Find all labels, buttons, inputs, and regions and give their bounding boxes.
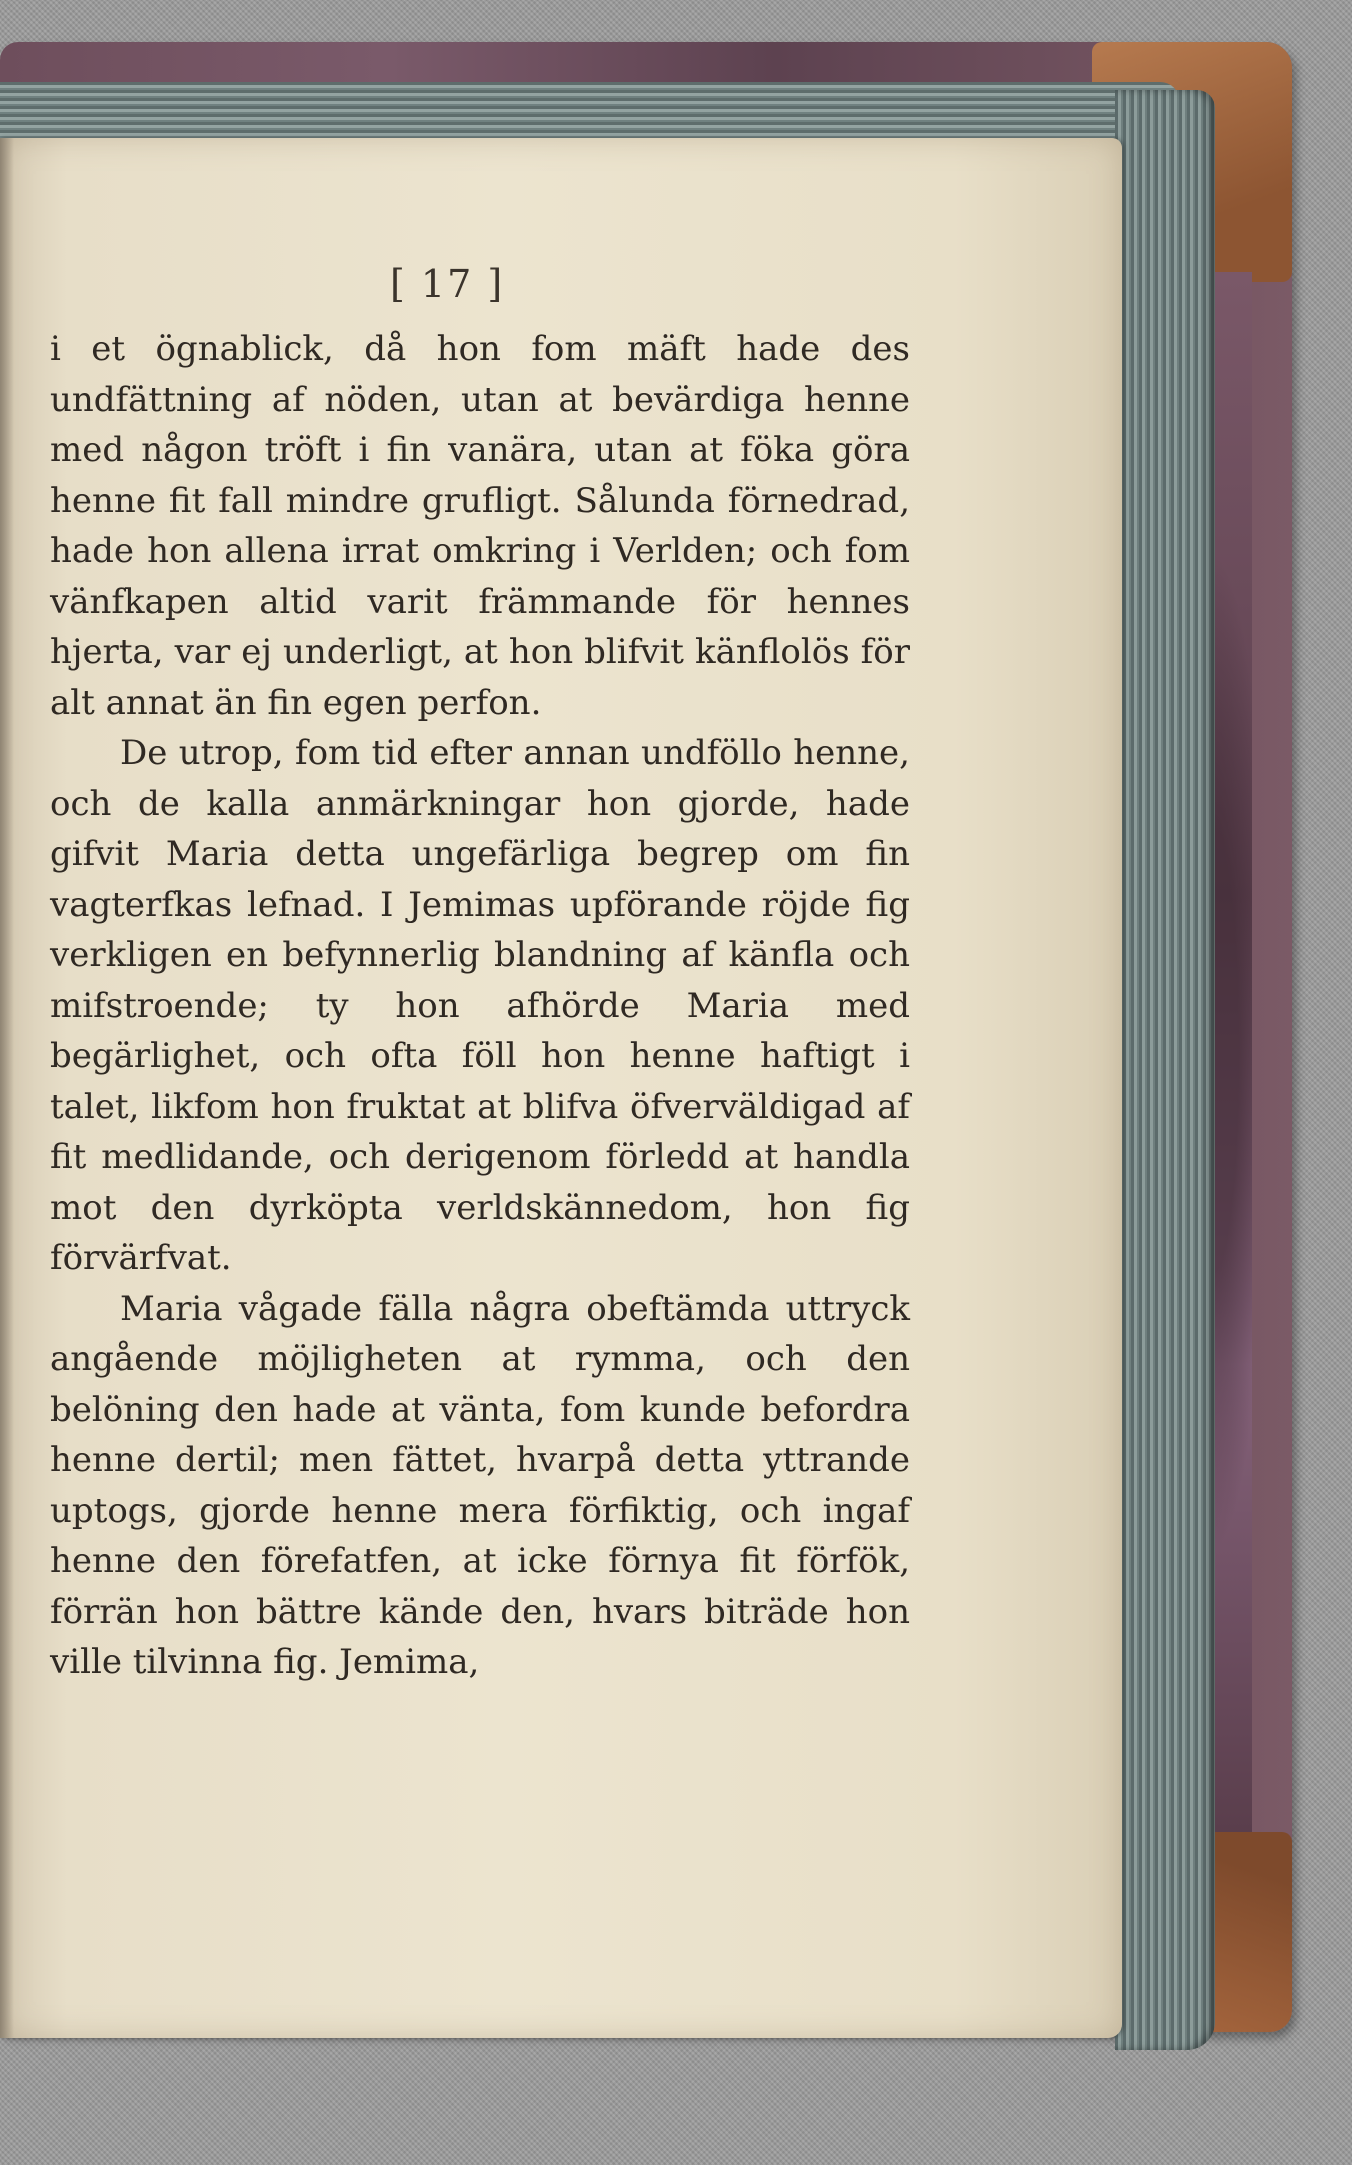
book-page: [0, 138, 1122, 2038]
page-text: [50, 324, 910, 1688]
page-block-fore-edge: [1115, 90, 1215, 2050]
paragraph-2: De utrop, fom tid efter annan undföllo henne, och de kalla anmärkningar hon gjorde, hade gifvit Maria detta ungefärliga begrep om fin vagterfkas lefnad. I Jemimas upförande röjde fig verkligen en befynnerlig blandning af känfla och mifstroende; ty hon afhörde Maria med begärlighet, och ofta föll hon henne haftigt i talet, likfom hon fruktat at blifva öfverväldigad af fit medlidande, och derigenom förledd at handla mot den dyrköpta verldskännedom, hon fig förvärfvat.: [50, 733, 910, 1278]
paragraph-1: i et ögnablick, då hon fom mäft hade des undfättning af nöden, utan at bevärdiga henne med någon tröft i fin vanära, utan at föka göra henne fit fall mindre grufligt. Sålunda förnedrad, hade hon allena irrat omkring i Verlden; och fom vänfkapen altid varit främmande för hennes hjerta, var ej underligt, at hon blifvit känflolös för alt annat än fin egen perfon.: [50, 329, 910, 723]
paragraph-3: Maria vågade fälla några obeftämda uttryck angående möjligheten at rymma, och den belöning den hade at vänta, fom kunde befordra henne dertil; men fättet, hvarpå detta yttrande uptogs, gjorde henne mera förfiktig, och ingaf henne den förefatfen, at icke förnya fit förfök, förrän hon bättre kände den, hvars biträde hon ville tilvinna fig. Jemima,: [50, 1288, 910, 1682]
page-number: [ 17 ]: [390, 262, 505, 306]
page-block-top-edge: [0, 82, 1180, 142]
